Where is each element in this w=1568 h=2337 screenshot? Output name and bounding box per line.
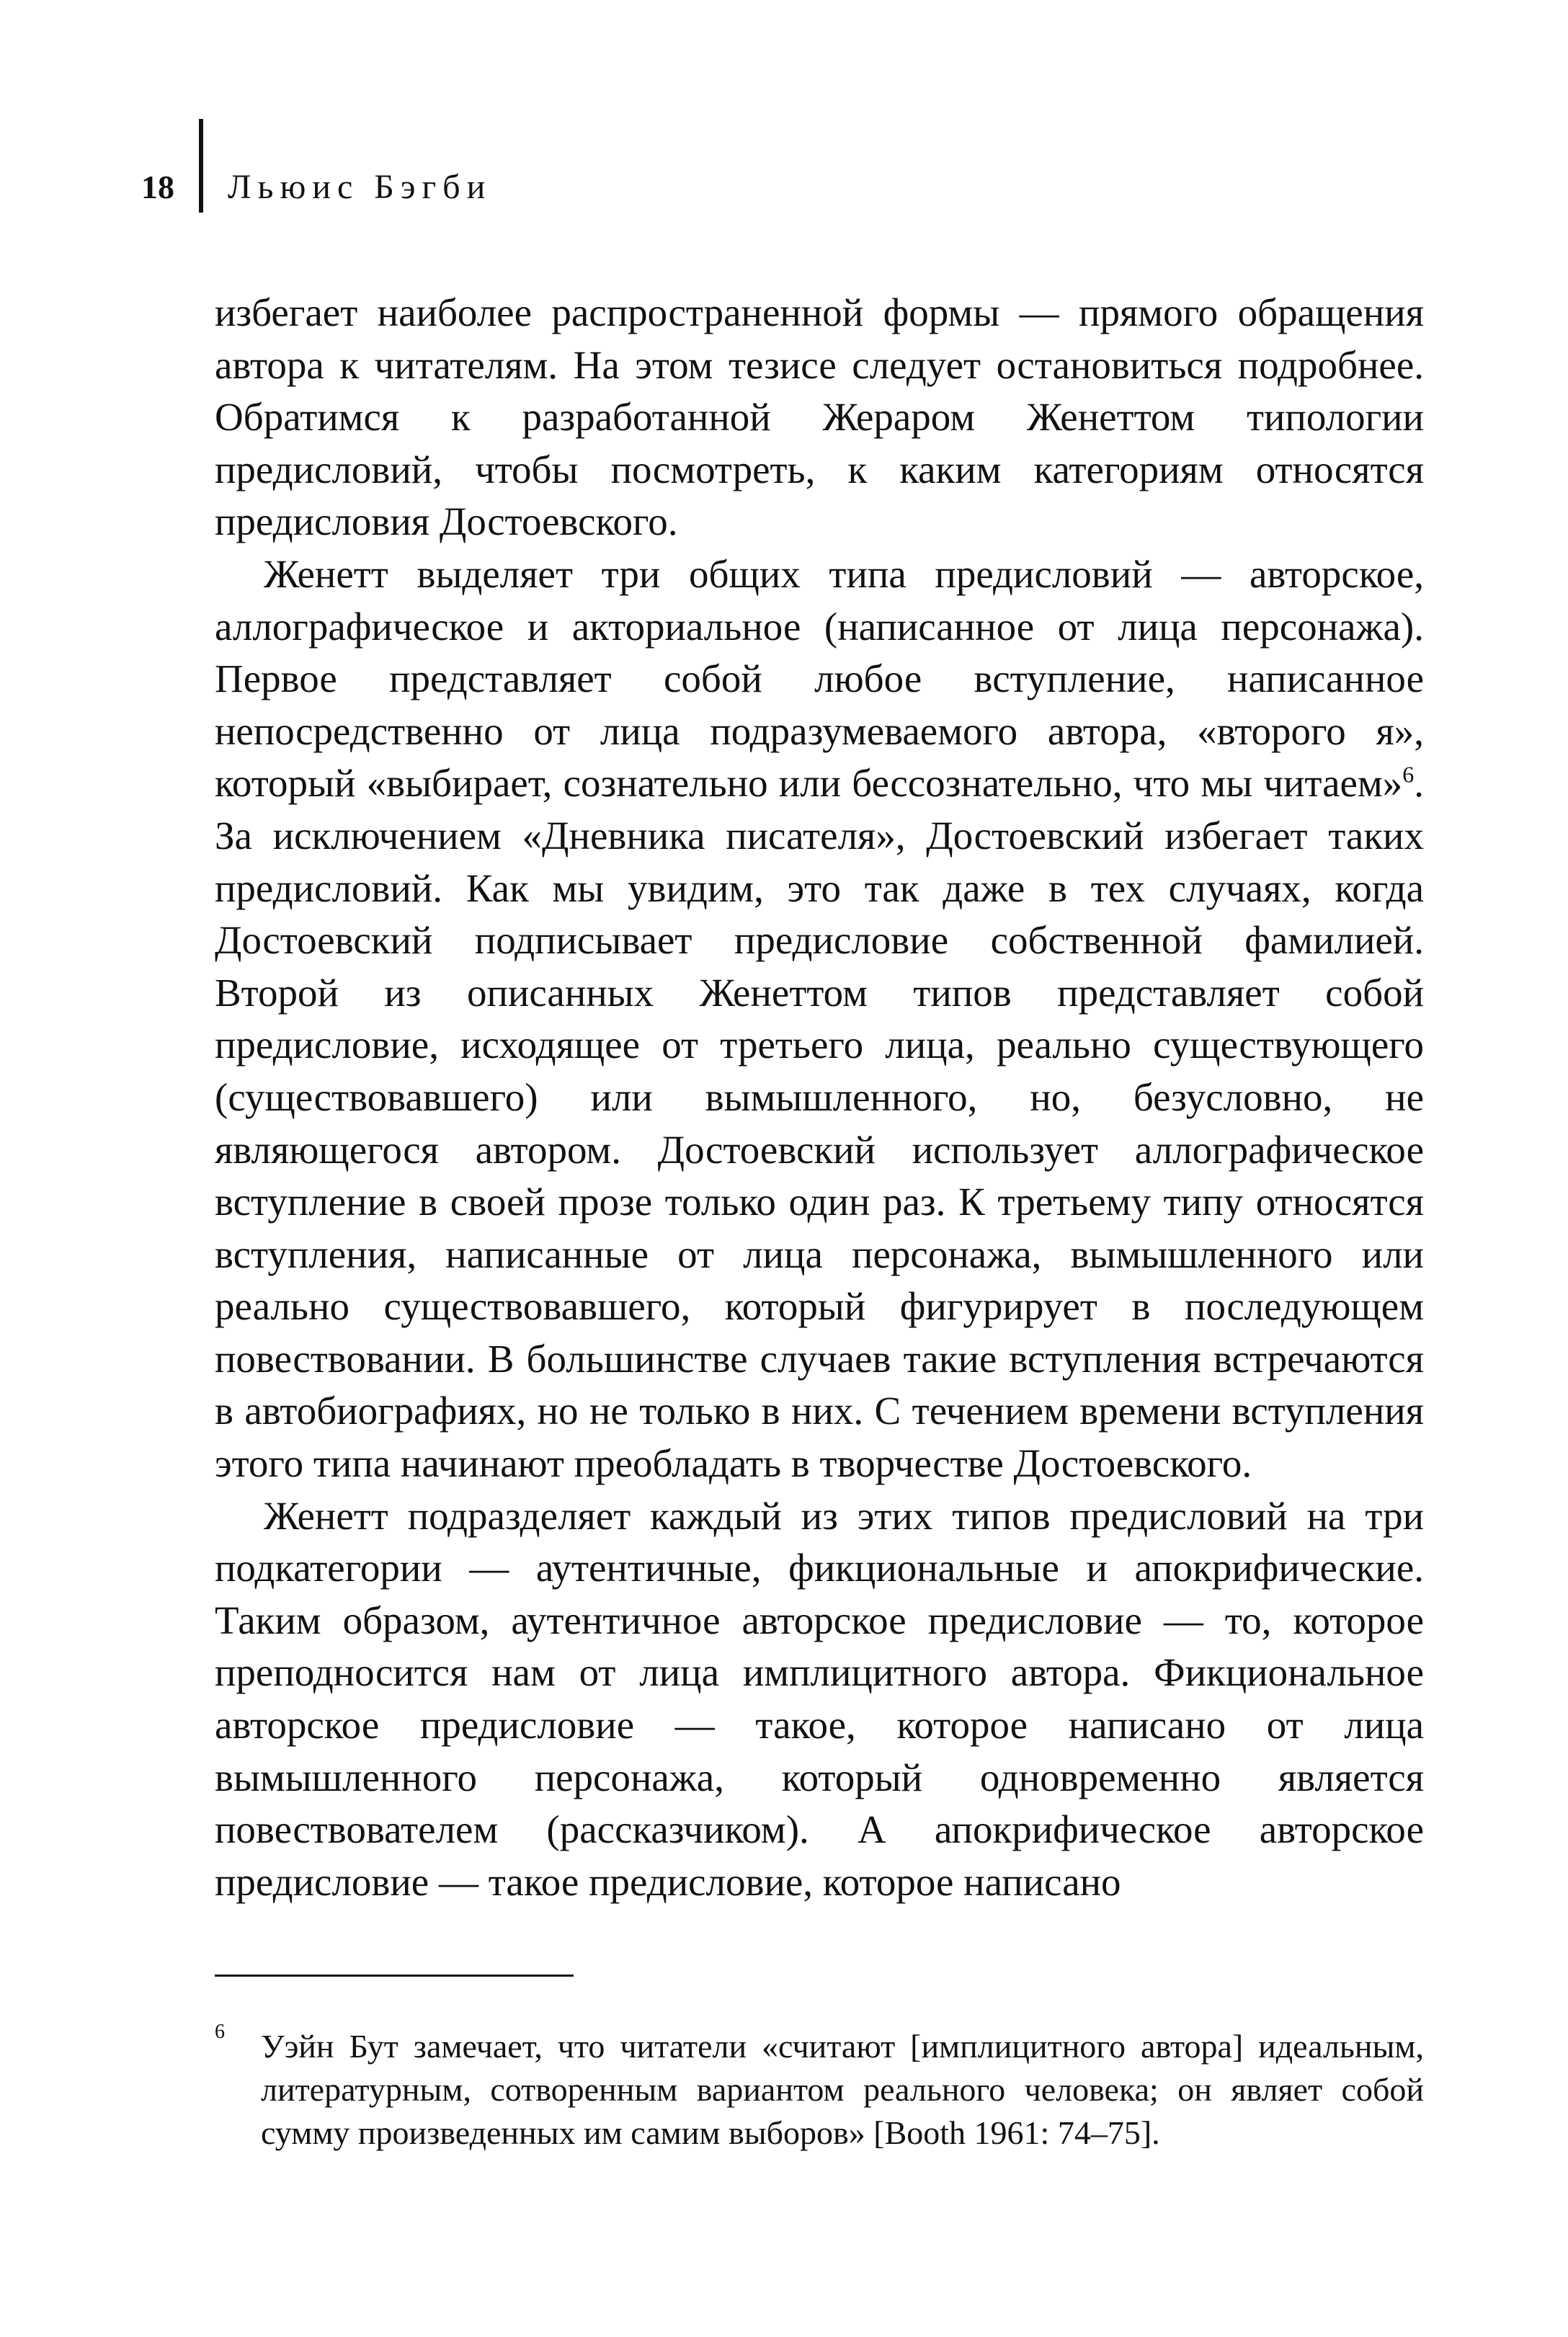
- running-header: [141, 148, 491, 227]
- footnotes: [215, 2021, 1424, 2155]
- header-divider: [199, 119, 203, 213]
- footnote-reference-6[interactable]: 6: [1402, 762, 1415, 788]
- paragraph-2-part-1: Женетт выделяет три общих типа предисловий — авторское, аллографическое и акториальное (написанное от лица персонажа). Первое представляет собой любое вступление, написанное непосредственно от лица подразумеваемого автора, «второго я», который «выбирает, сознательно или бессознательно, что мы читаем»: [215, 551, 1424, 806]
- paragraph-1: избегает наиболее распространенной формы — прямого обращения автора к читателям. На этом тезисе следует остановиться подробнее. Обратимся к разработанной Жераром Женеттом типологии предисловий, чтобы посмотреть, к каким категориям относятся предисловия Достоевского.: [215, 290, 1424, 544]
- footnote-divider: [215, 1975, 574, 1977]
- paragraph-2: [215, 548, 1424, 1490]
- footnote-text: Уэйн Бут замечает, что читатели «считают [имплицитного автора] идеальным, литературным, сотворенным вариантом реального человека; он являет собой сумму произведенных им самим выборов» [Booth 1961: 74–75].: [261, 2028, 1424, 2151]
- footnote-marker: 6: [215, 2021, 225, 2043]
- running-title: Льюис Бэгби: [228, 168, 492, 206]
- paragraph-3: Женетт подразделяет каждый из этих типов предисловий на три подкатегории — аутентичные, фикциональные и апокрифические. Таким образом, аутентичное авторское предисловие — то, которое преподносится нам от лица имплицитного автора. Фикциональное авторское предисловие — такое, которое написано от лица вымышленного персонажа, который одновременно является повествователем (рассказчиком). А апокрифическое авторское предисловие — такое предисловие, которое написано: [215, 1493, 1424, 1904]
- page-number: 18: [141, 169, 174, 205]
- main-text: [215, 287, 1424, 1908]
- footnote-6: [215, 2021, 1424, 2155]
- paragraph-2-part-2: . За исключением «Дневника писателя», Достоевский избегает таких предисловий. Как мы увидим, это так даже в тех случаях, когда Достоевский подписывает предисловие собственной фамилией. Второй из описанных Женеттом типов представляет собой предисловие, исходящее от третьего лица, реально существующего (существовавшего) или вымышленного, но, безусловно, не являющегося автором. Достоевский использует аллографическое вступление в своей прозе только один раз. К третьему типу относятся вступления, написанные от лица персонажа, вымышленного или реально существовавшего, который фигурирует в последующем повествовании. В большинстве случаев такие вступления встречаются в автобиографиях, но не только в них. С течением времени вступления этого типа начинают преобладать в творчестве Достоевского.: [215, 761, 1424, 1486]
